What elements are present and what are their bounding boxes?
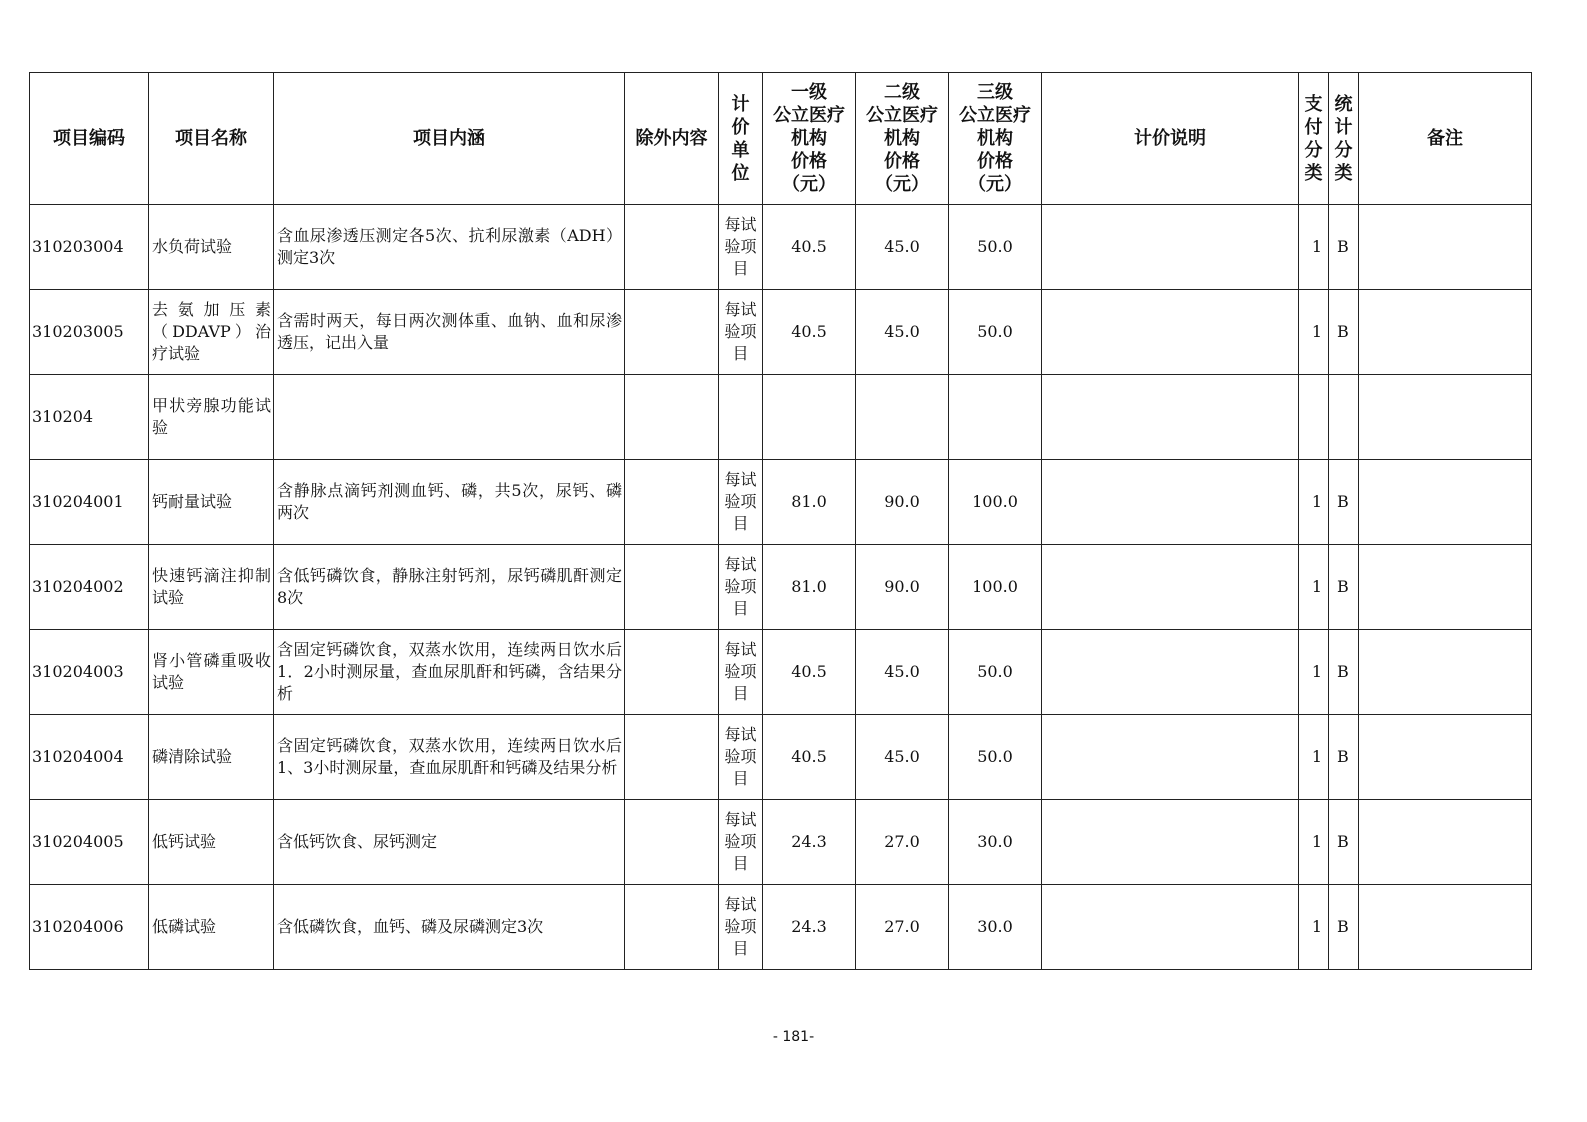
cell-exclusion xyxy=(625,545,719,630)
cell-remarks xyxy=(1359,885,1532,970)
cell-payment-class: 1 xyxy=(1299,715,1329,800)
cell-payment-class: 1 xyxy=(1299,800,1329,885)
cell-exclusion xyxy=(625,715,719,800)
cell-content: 含低钙磷饮食，静脉注射钙剂，尿钙磷肌酐测定8次 xyxy=(274,545,625,630)
cell-level1-price: 40.5 xyxy=(763,290,856,375)
cell-level2-price: 45.0 xyxy=(856,630,949,715)
cell-remarks xyxy=(1359,375,1532,460)
table-row xyxy=(30,885,1532,970)
cell-remarks xyxy=(1359,545,1532,630)
cell-stat-class: B xyxy=(1329,205,1359,290)
cell-content: 含静脉点滴钙剂测血钙、磷，共5次，尿钙、磷两次 xyxy=(274,460,625,545)
cell-remarks xyxy=(1359,290,1532,375)
cell-unit xyxy=(719,375,763,460)
cell-pricing-note xyxy=(1042,205,1299,290)
cell-exclusion xyxy=(625,205,719,290)
table-row xyxy=(30,630,1532,715)
cell-content: 含低磷饮食，血钙、磷及尿磷测定3次 xyxy=(274,885,625,970)
cell-unit: 每试验项目 xyxy=(719,460,763,545)
cell-code: 310204005 xyxy=(30,800,149,885)
cell-level1-price: 40.5 xyxy=(763,205,856,290)
cell-level3-price: 100.0 xyxy=(949,460,1042,545)
cell-unit: 每试验项目 xyxy=(719,545,763,630)
cell-level2-price xyxy=(856,375,949,460)
cell-remarks xyxy=(1359,630,1532,715)
cell-level3-price: 100.0 xyxy=(949,545,1042,630)
cell-name: 低磷试验 xyxy=(149,885,274,970)
cell-code: 310204001 xyxy=(30,460,149,545)
cell-pricing-note xyxy=(1042,545,1299,630)
cell-name: 磷清除试验 xyxy=(149,715,274,800)
header-payment-class: 支 付 分 类 xyxy=(1299,73,1329,205)
cell-pricing-note xyxy=(1042,375,1299,460)
cell-code: 310204004 xyxy=(30,715,149,800)
cell-stat-class: B xyxy=(1329,460,1359,545)
table-row xyxy=(30,800,1532,885)
cell-stat-class: B xyxy=(1329,800,1359,885)
cell-pricing-note xyxy=(1042,290,1299,375)
table-row xyxy=(30,545,1532,630)
cell-payment-class: 1 xyxy=(1299,545,1329,630)
cell-exclusion xyxy=(625,885,719,970)
cell-level3-price: 50.0 xyxy=(949,715,1042,800)
header-level1-price: 一级 公立医疗 机构 价格 （元） xyxy=(763,73,856,205)
cell-code: 310204002 xyxy=(30,545,149,630)
table-row xyxy=(30,715,1532,800)
cell-stat-class: B xyxy=(1329,885,1359,970)
cell-name: 水负荷试验 xyxy=(149,205,274,290)
cell-pricing-note xyxy=(1042,800,1299,885)
cell-payment-class: 1 xyxy=(1299,630,1329,715)
cell-payment-class: 1 xyxy=(1299,885,1329,970)
cell-level1-price: 81.0 xyxy=(763,545,856,630)
cell-unit: 每试验项目 xyxy=(719,800,763,885)
cell-unit: 每试验项目 xyxy=(719,630,763,715)
cell-level2-price: 90.0 xyxy=(856,460,949,545)
table-row xyxy=(30,205,1532,290)
cell-exclusion xyxy=(625,460,719,545)
cell-stat-class: B xyxy=(1329,715,1359,800)
cell-unit: 每试验项目 xyxy=(719,290,763,375)
cell-payment-class xyxy=(1299,375,1329,460)
cell-level3-price: 50.0 xyxy=(949,630,1042,715)
header-level3-price: 三级 公立医疗 机构 价格 （元） xyxy=(949,73,1042,205)
cell-pricing-note xyxy=(1042,885,1299,970)
cell-name: 低钙试验 xyxy=(149,800,274,885)
cell-content: 含需时两天，每日两次测体重、血钠、血和尿渗透压，记出入量 xyxy=(274,290,625,375)
table-body xyxy=(30,205,1532,970)
cell-code: 310203004 xyxy=(30,205,149,290)
cell-level1-price xyxy=(763,375,856,460)
cell-remarks xyxy=(1359,715,1532,800)
cell-level1-price: 40.5 xyxy=(763,630,856,715)
cell-level3-price: 50.0 xyxy=(949,205,1042,290)
cell-level2-price: 27.0 xyxy=(856,800,949,885)
header-unit: 计 价 单 位 xyxy=(719,73,763,205)
table-row xyxy=(30,290,1532,375)
cell-code: 310203005 xyxy=(30,290,149,375)
header-remarks: 备注 xyxy=(1359,73,1532,205)
table-row xyxy=(30,375,1532,460)
cell-exclusion xyxy=(625,375,719,460)
cell-remarks xyxy=(1359,800,1532,885)
cell-stat-class: B xyxy=(1329,630,1359,715)
cell-payment-class: 1 xyxy=(1299,205,1329,290)
header-name: 项目名称 xyxy=(149,73,274,205)
cell-level2-price: 45.0 xyxy=(856,205,949,290)
cell-level3-price: 30.0 xyxy=(949,885,1042,970)
cell-payment-class: 1 xyxy=(1299,460,1329,545)
cell-unit: 每试验项目 xyxy=(719,715,763,800)
cell-level2-price: 45.0 xyxy=(856,290,949,375)
cell-name: 去氨加压素（DDAVP）治疗试验 xyxy=(149,290,274,375)
cell-level2-price: 90.0 xyxy=(856,545,949,630)
header-content: 项目内涵 xyxy=(274,73,625,205)
cell-level2-price: 45.0 xyxy=(856,715,949,800)
cell-name: 甲状旁腺功能试验 xyxy=(149,375,274,460)
cell-level1-price: 81.0 xyxy=(763,460,856,545)
header-level2-price: 二级 公立医疗 机构 价格 （元） xyxy=(856,73,949,205)
header-exclusion: 除外内容 xyxy=(625,73,719,205)
cell-stat-class: B xyxy=(1329,545,1359,630)
cell-name: 钙耐量试验 xyxy=(149,460,274,545)
cell-exclusion xyxy=(625,630,719,715)
cell-pricing-note xyxy=(1042,460,1299,545)
cell-level1-price: 24.3 xyxy=(763,885,856,970)
cell-stat-class: B xyxy=(1329,290,1359,375)
cell-code: 310204003 xyxy=(30,630,149,715)
cell-level1-price: 40.5 xyxy=(763,715,856,800)
cell-level3-price: 50.0 xyxy=(949,290,1042,375)
cell-content: 含血尿渗透压测定各5次、抗利尿激素（ADH）测定3次 xyxy=(274,205,625,290)
cell-content: 含固定钙磷饮食，双蒸水饮用，连续两日饮水后1、3小时测尿量，查血尿肌酐和钙磷及结果分析 xyxy=(274,715,625,800)
cell-exclusion xyxy=(625,800,719,885)
cell-content: 含低钙饮食、尿钙测定 xyxy=(274,800,625,885)
cell-unit: 每试验项目 xyxy=(719,885,763,970)
cell-payment-class: 1 xyxy=(1299,290,1329,375)
cell-unit: 每试验项目 xyxy=(719,205,763,290)
cell-code: 310204006 xyxy=(30,885,149,970)
header-code: 项目编码 xyxy=(30,73,149,205)
cell-level2-price: 27.0 xyxy=(856,885,949,970)
cell-pricing-note xyxy=(1042,715,1299,800)
header-pricing-note: 计价说明 xyxy=(1042,73,1299,205)
cell-content xyxy=(274,375,625,460)
cell-code: 310204 xyxy=(30,375,149,460)
page-number: - 181- xyxy=(772,1029,815,1045)
cell-name: 肾小管磷重吸收试验 xyxy=(149,630,274,715)
cell-pricing-note xyxy=(1042,630,1299,715)
cell-remarks xyxy=(1359,460,1532,545)
price-table xyxy=(29,72,1532,970)
cell-level3-price xyxy=(949,375,1042,460)
header-stat-class: 统 计 分 类 xyxy=(1329,73,1359,205)
cell-level3-price: 30.0 xyxy=(949,800,1042,885)
table-row xyxy=(30,460,1532,545)
cell-exclusion xyxy=(625,290,719,375)
cell-name: 快速钙滴注抑制试验 xyxy=(149,545,274,630)
cell-stat-class xyxy=(1329,375,1359,460)
cell-remarks xyxy=(1359,205,1532,290)
cell-content: 含固定钙磷饮食，双蒸水饮用，连续两日饮水后1．2小时测尿量，查血尿肌酐和钙磷，含结果分析 xyxy=(274,630,625,715)
header-row xyxy=(30,73,1532,205)
cell-level1-price: 24.3 xyxy=(763,800,856,885)
